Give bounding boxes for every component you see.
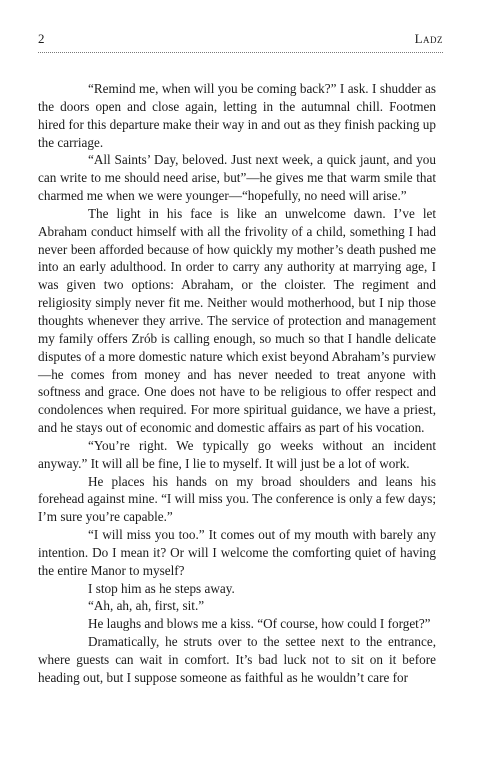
paragraph: “You’re right. We typically go weeks without an incident anyway.” It will all be fine, I lie to myself. It will just be a lot of work. <box>38 437 436 471</box>
page-number: 2 <box>38 31 45 46</box>
paragraph: Dramatically, he struts over to the settee next to the entrance, where guests can wait in comfort. It’s bad luck not to sit on it before heading out, but I suppose someone as faithful as he wouldn’t care for <box>38 634 436 685</box>
paragraph: I stop him as he steps away. <box>88 580 235 596</box>
body-text <box>38 80 436 687</box>
paragraph: “I will miss you too.” It comes out of my mouth with barely any intention. Do I mean it? Or will I welcome the comforting quiet of having the entire Manor to myself? <box>38 527 436 578</box>
book-title: Ladz <box>414 31 443 46</box>
paragraph: “All Saints’ Day, beloved. Just next week, a quick jaunt, and you can write to me should need arise, but”—he gives me that warm smile that charmed me when we were younger—“hopefully, no need will arise.” <box>38 152 436 204</box>
paragraph: The light in his face is like an unwelcome dawn. I’ve let Abraham conduct himself with all the frivolity of a child, something I had never been afforded because of how quickly my mother’s death pushed me into an early adulthood. In order to carry any authority at marrying age, I was given two options: Abraham, or the cloister. The regiment and religiosity simply never fit me. Neither would motherhood, but I nip those thoughts whenever they arrive. The service of protection and management my family offers Zrób is calling enough, so much so that I handle delicate disputes of a more domestic nature which exist beyond Abraham’s purview—he comes from money and has never needed to treat anyone with softness and grace. One does not have to be religious to offer respect and condolences when required. For more spiritual guidance, we have a priest, and he stays out of economic and domestic affairs as part of his vocation. <box>38 205 436 436</box>
paragraph: He laughs and blows me a kiss. “Of course, how could I forget?” <box>88 616 431 632</box>
paragraph: “Ah, ah, ah, first, sit.” <box>88 598 205 614</box>
paragraph: “Remind me, when will you be coming back?” I ask. I shudder as the doors open and close again, letting in the autumnal chill. Footmen hired for this departure make their way in and out as they finish packing up the carriage. <box>38 81 436 150</box>
header-divider <box>38 52 443 53</box>
running-head <box>38 31 443 51</box>
paragraph: He places his hands on my broad shoulders and leans his forehead against mine. “I will miss you. The conference is only a few days; I’m sure you’re capable.” <box>38 473 436 525</box>
